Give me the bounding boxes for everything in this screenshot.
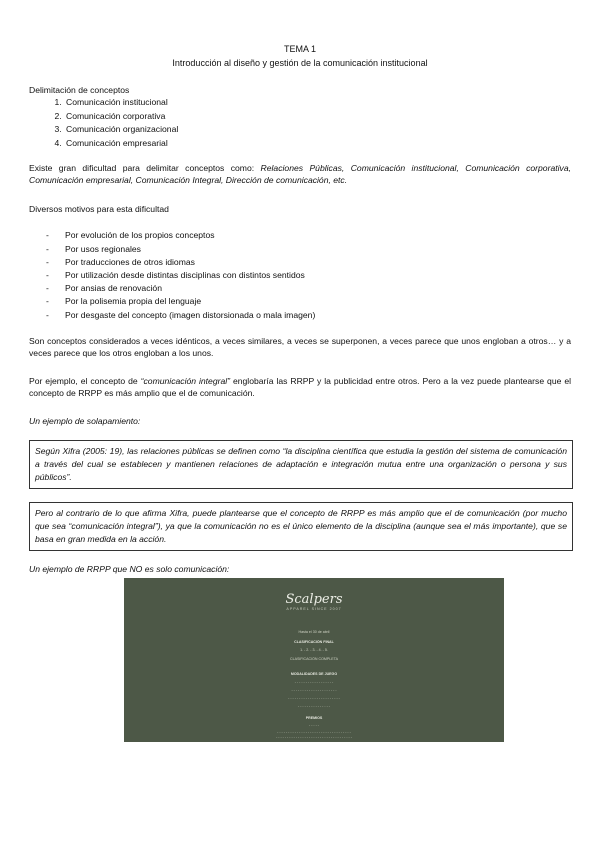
image-text-line: - - - - - - - - - - - - - - - - - - - - - - - - - - - - - - - - - - - — [276, 735, 352, 739]
topic-title: TEMA 1 — [283, 44, 316, 54]
scalpers-promo-image — [124, 578, 504, 742]
image-text-line: - - - - - - - - - - - - - - - - - - - - - — [291, 688, 337, 692]
image-text-line: CLASIFICACIÓN COMPLETA — [289, 657, 339, 661]
dash-marker: - — [46, 270, 49, 281]
concept-item: 4. Comunicación empresarial — [64, 137, 571, 150]
dash-marker: - — [46, 283, 49, 294]
concept-item: 3. Comunicación organizacional — [64, 123, 571, 136]
dash-marker: - — [46, 230, 49, 241]
rrpp-example-heading: Un ejemplo de RRPP que NO es solo comunicación: — [29, 564, 230, 574]
image-text-line: PREMIOS — [305, 716, 323, 720]
image-text-line: - - - - - - - - - - - - - - - - - - - - - - - - — [288, 696, 340, 700]
delimitation-heading: Delimitación de conceptos — [29, 85, 130, 95]
image-text-line: Hasta el 30 de abril — [298, 630, 330, 634]
document-header — [0, 42, 600, 70]
motive-item: - Por utilización desde distintas disciplinas con distintos sentidos — [29, 269, 571, 282]
concept-item: 1. Comunicación institucional — [64, 96, 571, 109]
motive-item: - Por desgaste del concepto (imagen distorsionada o mala imagen) — [29, 309, 571, 322]
dash-marker: - — [46, 309, 49, 320]
image-text-line: - - - - - - - - - - - - - - - - - - — [294, 680, 334, 684]
motives-list — [29, 229, 571, 321]
motive-item: - Por evolución de los propios conceptos — [29, 229, 571, 242]
dash-marker: - — [46, 243, 49, 254]
image-text-line: - - - - - - - - - - - - - - - — [298, 704, 330, 708]
example-paragraph: Por ejemplo, el concepto de “comunicación integral” englobaría las RRPP y la publicidad entre otros. Pero a la vez puede plantearse que el concepto de RRPP es más amplio que el de comunicación. — [29, 376, 572, 399]
difficulty-intro: Existe gran dificultad para delimitar conceptos como: — [29, 163, 261, 173]
concept-item: 2. Comunicación corporativa — [64, 110, 571, 123]
overlap-heading: Un ejemplo de solapamiento: — [29, 416, 141, 426]
image-text-line: - - - - - — [309, 723, 319, 727]
scalpers-logo: Scalpers — [285, 592, 343, 607]
difficulty-terms: Relaciones Públicas, Comunicación institucional, Comunicación corporativa, Comunicación empresarial, Comunicación Integral, Dirección de comunicación, etc. — [29, 163, 571, 186]
motive-item: - Por traducciones de otros idiomas — [29, 256, 571, 269]
image-text-line: MODALIDADES DE JUEGO — [290, 672, 338, 676]
image-text-line: CLASIFICACIÓN FINAL — [294, 640, 334, 644]
dash-marker: - — [46, 296, 49, 307]
integral-term: “comunicación integral” — [140, 376, 231, 386]
motives-section — [29, 203, 571, 322]
dash-marker: - — [46, 256, 49, 267]
xifra-quote-box: Según Xifra (2005: 19), las relaciones públicas se definen como “la disciplina científica que estudia la gestión del sistema de comunicación a través del cual se establecen y mantienen relaciones de adaptación e integración mutua entre una organización o persona y sus públicos”. — [29, 440, 573, 489]
delimitation-section — [29, 84, 571, 150]
overlap-paragraph: Son conceptos considerados a veces idénticos, a veces similares, a veces se superponen, a veces parece que unos engloban a otros… y a veces parece que los otros engloban a los unos. — [29, 336, 571, 359]
logo-subtitle: APPAREL SINCE 2007 — [286, 607, 342, 611]
difficulty-paragraph — [29, 162, 571, 187]
counter-argument-box: Pero al contrario de lo que afirma Xifra, puede plantearse que el concepto de RRPP es más amplio que el de comunicación (por mucho que sea “comunicación integral”), ya que la comunicación no es el único elemento de la disciplina (aunque sea el más importante), que se basa en gran medida en la acción. — [29, 502, 573, 551]
motive-item: - Por la polisemia propia del lenguaje — [29, 295, 571, 308]
motive-item: - Por usos regionales — [29, 243, 571, 256]
concept-list — [29, 96, 571, 150]
motives-heading: Diversos motivos para esta dificultad — [29, 204, 169, 214]
image-text-line: - - - - - - - - - - - - - - - - - - - - - - - - - - - - - - - - - - — [277, 730, 351, 734]
topic-subtitle: Introducción al diseño y gestión de la comunicación institucional — [172, 58, 428, 68]
image-text-line: 1. - 2. - 3. - 4. - 5. — [300, 648, 328, 652]
motive-item: - Por ansias de renovación — [29, 282, 571, 295]
